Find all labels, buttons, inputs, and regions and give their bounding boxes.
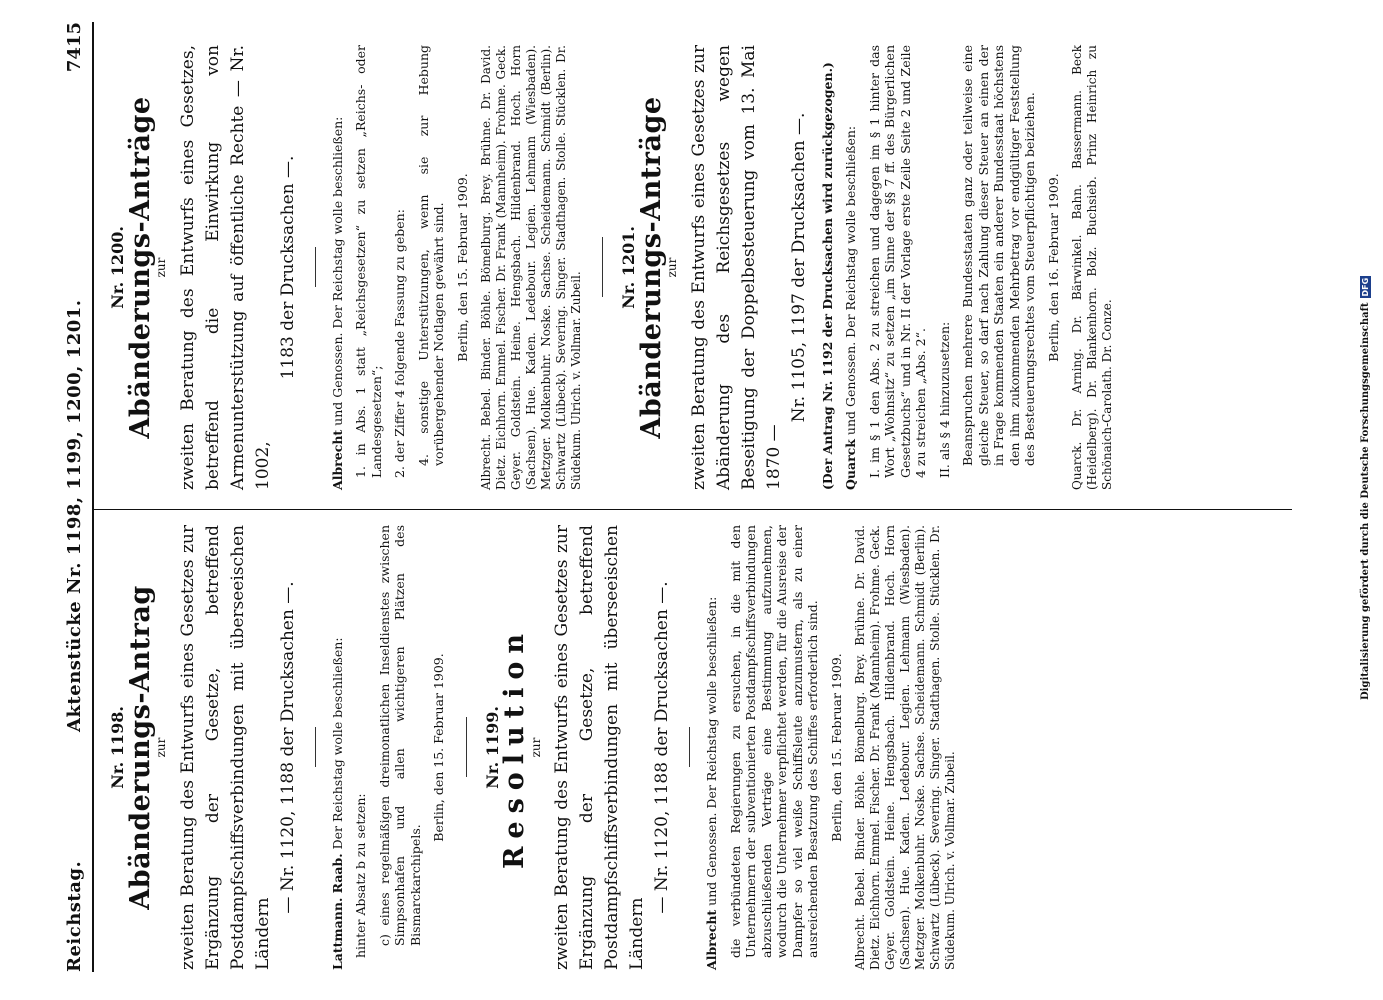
doc-1201-withdrawn-note: (Der Antrag Nr. 1192 der Drucksachen wird zurückgezogen.) [819, 62, 835, 490]
doc-1199-motion: Albrecht und Genossen. Der Reichstag wolle beschließen: [704, 596, 719, 970]
doc-1200-title: Abänderungs-Anträge [124, 96, 156, 439]
doc-1198-description: zweiten Beratung des Entwurfs eines Gesetzes zur Ergänzung der Gesetze, betreffend Postdampfschiffsverbindungen mit überseeischen Ländern — Nr. 1120, 1188 der Drucksachen —. [176, 525, 301, 970]
separator [689, 728, 690, 768]
doc-1200-reference: 1183 der Drucksachen —. [277, 155, 298, 380]
doc-1199-body: die verbündeten Regierungen zu ersuchen, in die mit den Unternehmern der subventionierten Postdampfschiffsverbindungen abzuschließenden Verträge eine Bestimmung aufzunehmen, wodurch die Unternehmer verpflichtet werden, für die Ausreise der Dampfer so viel weiße Schiffsleute anzumustern, als zu einer ausreichenden Besatzung des Schiffes erforderlich sind. [727, 525, 820, 958]
doc-1201-number: Nr. 1201. [619, 226, 638, 309]
doc-1200-zur: zur [154, 257, 168, 278]
separator [602, 238, 603, 298]
separator [315, 728, 316, 768]
doc-1199-number: Nr. 1199. [482, 706, 502, 789]
doc-1198-motion: Lattmann. Raab. Der Reichstag wolle beschließen: [329, 637, 345, 970]
doc-1199-date: Berlin, den 15. Februar 1909. [828, 653, 844, 842]
doc-1199-description: zweiten Beratung des Entwurfs eines Gesetzes zur Ergänzung der Gesetze, betreffend Postdampfschiffsverbindungen mit überseeischen Ländern — Nr. 1120, 1188 der Drucksachen —. [550, 525, 675, 970]
doc-1200-item-1: 1. in Abs. 1 statt „Reichsgesetzen“ zu setzen „Reichs- oder Landesgesetzen“; [353, 45, 384, 478]
doc-1201-description: zweiten Beratung des Entwurfs eines Gesetzes zur Abänderung des Reichsgesetzes wegen Beseitigung der Doppelbesteuerung vom 13. Mai 1870 — Nr. 1105, 1197 der Drucksachen —. [687, 45, 812, 490]
doc-1201-item-2: II. als § 4 hinzuzusetzen: [936, 321, 952, 478]
page-number: 7415 [64, 22, 85, 73]
separator [315, 248, 316, 288]
doc-1200-date: Berlin, den 15. Februar 1909. [454, 173, 470, 362]
dfg-logo: DFG [1361, 277, 1370, 297]
doc-1198-zur: zur [154, 737, 168, 758]
page-header [58, 22, 92, 972]
doc-1201-motion: Quarck und Genossen. Der Reichstag wolle beschließen: [843, 125, 858, 490]
doc-1200-signers: Albrecht. Bebel. Binder. Böhle. Bömelburg. Brey. Brühne. Dr. David. Dietz. Eichhorn. Emmel. Fischer. Dr. Frank (Mannheim). Frohme. Geck. Geyer. Goldstein. Heine. Hengsbach. Hildenbrand. Hoch. Horn (Sachsen). Hue. Kaden. Ledebour. Legien. Lehmann (Wiesbaden). Metzger. Molkenbuhr. Noske. Sachse. Scheidemann. Schmidt (Berlin). Schwartz (Lübeck). Severing. Singer. Stadthagen. Stolle. Stücklen. Dr. Südekum. Ulrich. v. Vollmar. Zubeil. [479, 45, 583, 490]
digitization-footer: Digitalisierung gefördert durch die Deutsche ForschungsgemeinschaftDFG [1360, 277, 1371, 700]
doc-1199-reference: — Nr. 1120, 1188 der Drucksachen —. [652, 581, 672, 914]
left-column [100, 525, 958, 970]
doc-1198-item: c) eines regelmäßigen dreimonatlichen Inseldienstes zwischen Simpsonhafen und allen wichtigeren Plätzen des Bismarckarchipels. [376, 525, 423, 946]
doc-1199-title: Resolution [499, 625, 530, 870]
doc-1200-description: zweiten Beratung des Entwurfs eines Gesetzes, betreffend die Einwirkung von Armenunterstützung auf öffentliche Rechte — Nr. 1002, 1183 der Drucksachen —. [176, 45, 301, 490]
separator [466, 718, 467, 778]
header-rule [92, 22, 94, 972]
right-column [100, 45, 1115, 490]
doc-1199-signers: Albrecht. Bebel. Binder. Böhle. Bömelburg. Brey. Brühne. Dr. David. Dietz. Eichhorn. Emmel. Fischer. Dr. Frank (Mannheim). Frohme. Geck. Geyer. Goldstein. Heine. Hengsbach. Hildenbrand. Hoch. Horn (Sachsen). Hue. Kaden. Ledebour. Legien. Lehmann (Wiesbaden). Metzger. Molkenbuhr. Noske. Sachse. Scheidemann. Schmidt (Berlin). Schwartz (Lübeck). Severing. Singer. Stadthagen. Stolle. Stücklen. Dr. Südekum. Ulrich. v. Vollmar. Zubeil. [853, 525, 957, 970]
doc-1199-zur: zur [528, 737, 543, 758]
doc-1201-title: Abänderungs-Anträge [635, 96, 667, 439]
doc-1198-title: Abänderungs-Antrag [124, 585, 156, 910]
doc-1198-number: Nr. 1198. [108, 706, 127, 789]
doc-1201-zur: zur [665, 257, 679, 278]
doc-1200-item-3: 4. sonstige Unterstützungen, wenn sie zur Hebung vorübergehender Notlagen gewährt sind. [415, 45, 446, 466]
doc-1201-date: Berlin, den 16. Februar 1909. [1045, 173, 1061, 362]
doc-1198-date: Berlin, den 15. Februar 1909. [431, 653, 446, 842]
column-divider [92, 509, 1292, 510]
doc-1201-reference: Nr. 1105, 1197 der Drucksachen —. [788, 112, 809, 423]
doc-1200-motion: Albrecht und Genossen. Der Reichstag wolle beschließen: [329, 116, 345, 490]
doc-1201-signers: Quarck. Dr. Arning. Dr. Bärwinkel. Bahn. Bassermann. Beck (Heidelberg). Dr. Blankenhorn. Bolz. Buchsieb. Prinz Heinrich zu Schönaich-Carolath. Dr. Conze. [1070, 45, 1114, 490]
doc-1198-instruction: hinter Absatz b zu setzen: [353, 793, 368, 958]
doc-1201-item-2-text: Beanspruchen mehrere Bundesstaaten ganz oder teilweise eine gleiche Steuer, so darf nach Zahlung dieser Steuer an einen der in Frage kommenden Staaten ein anderer Bundesstaat höchstens den ihm zukommenden Mehrbetrag vor endgültiger Feststellung des Besteuerungsrechtes vom Steuerpflichtigen beiziehen. [960, 45, 1037, 466]
header-center: Aktenstücke Nr. 1198, 1199, 1200, 1201. [64, 299, 85, 732]
doc-1198-reference: — Nr. 1120, 1188 der Drucksachen —. [277, 581, 298, 914]
doc-1201-item-1: I. im § 1 den Abs. 2 zu streichen und dagegen im § 1 hinter das Wort „Wohnsitz“ zu setzen „im Sinne der §§ 7 ff. des Bürgerlichen Gesetzbuchs“ und in Nr. II der Vorlage erste Zeile Seite 2 und Zeile 4 zu streichen „Abs. 2“. [866, 45, 928, 478]
doc-1200-number: Nr. 1200. [108, 226, 127, 309]
doc-1200-item-2: 2. der Ziffer 4 folgende Fassung zu geben: [392, 209, 407, 478]
header-left: Reichstag. [64, 860, 85, 972]
